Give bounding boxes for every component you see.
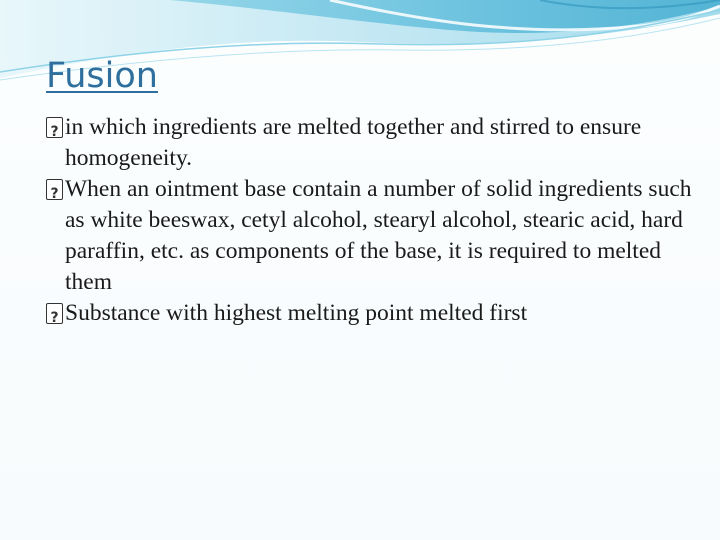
bullet-item <box>46 298 706 329</box>
bullet-item <box>46 174 706 298</box>
missing-glyph-bullet-icon <box>46 179 63 200</box>
bullet-item <box>46 112 706 174</box>
bullet-text: Substance with highest melting point melted first <box>65 300 528 326</box>
slide-title: Fusion <box>46 56 158 96</box>
bullet-list <box>46 112 706 329</box>
missing-glyph-bullet-icon <box>46 117 63 138</box>
bullet-text: When an ointment base contain a number of solid ingredients such as white beeswax, cetyl alcohol, stearyl alcohol, stearic acid, hard paraffin, etc. as components of the base, it is required to melted them <box>65 176 692 295</box>
bullet-text: in which ingredients are melted together and stirred to ensure homogeneity. <box>65 114 642 171</box>
missing-glyph-bullet-icon <box>46 303 63 324</box>
